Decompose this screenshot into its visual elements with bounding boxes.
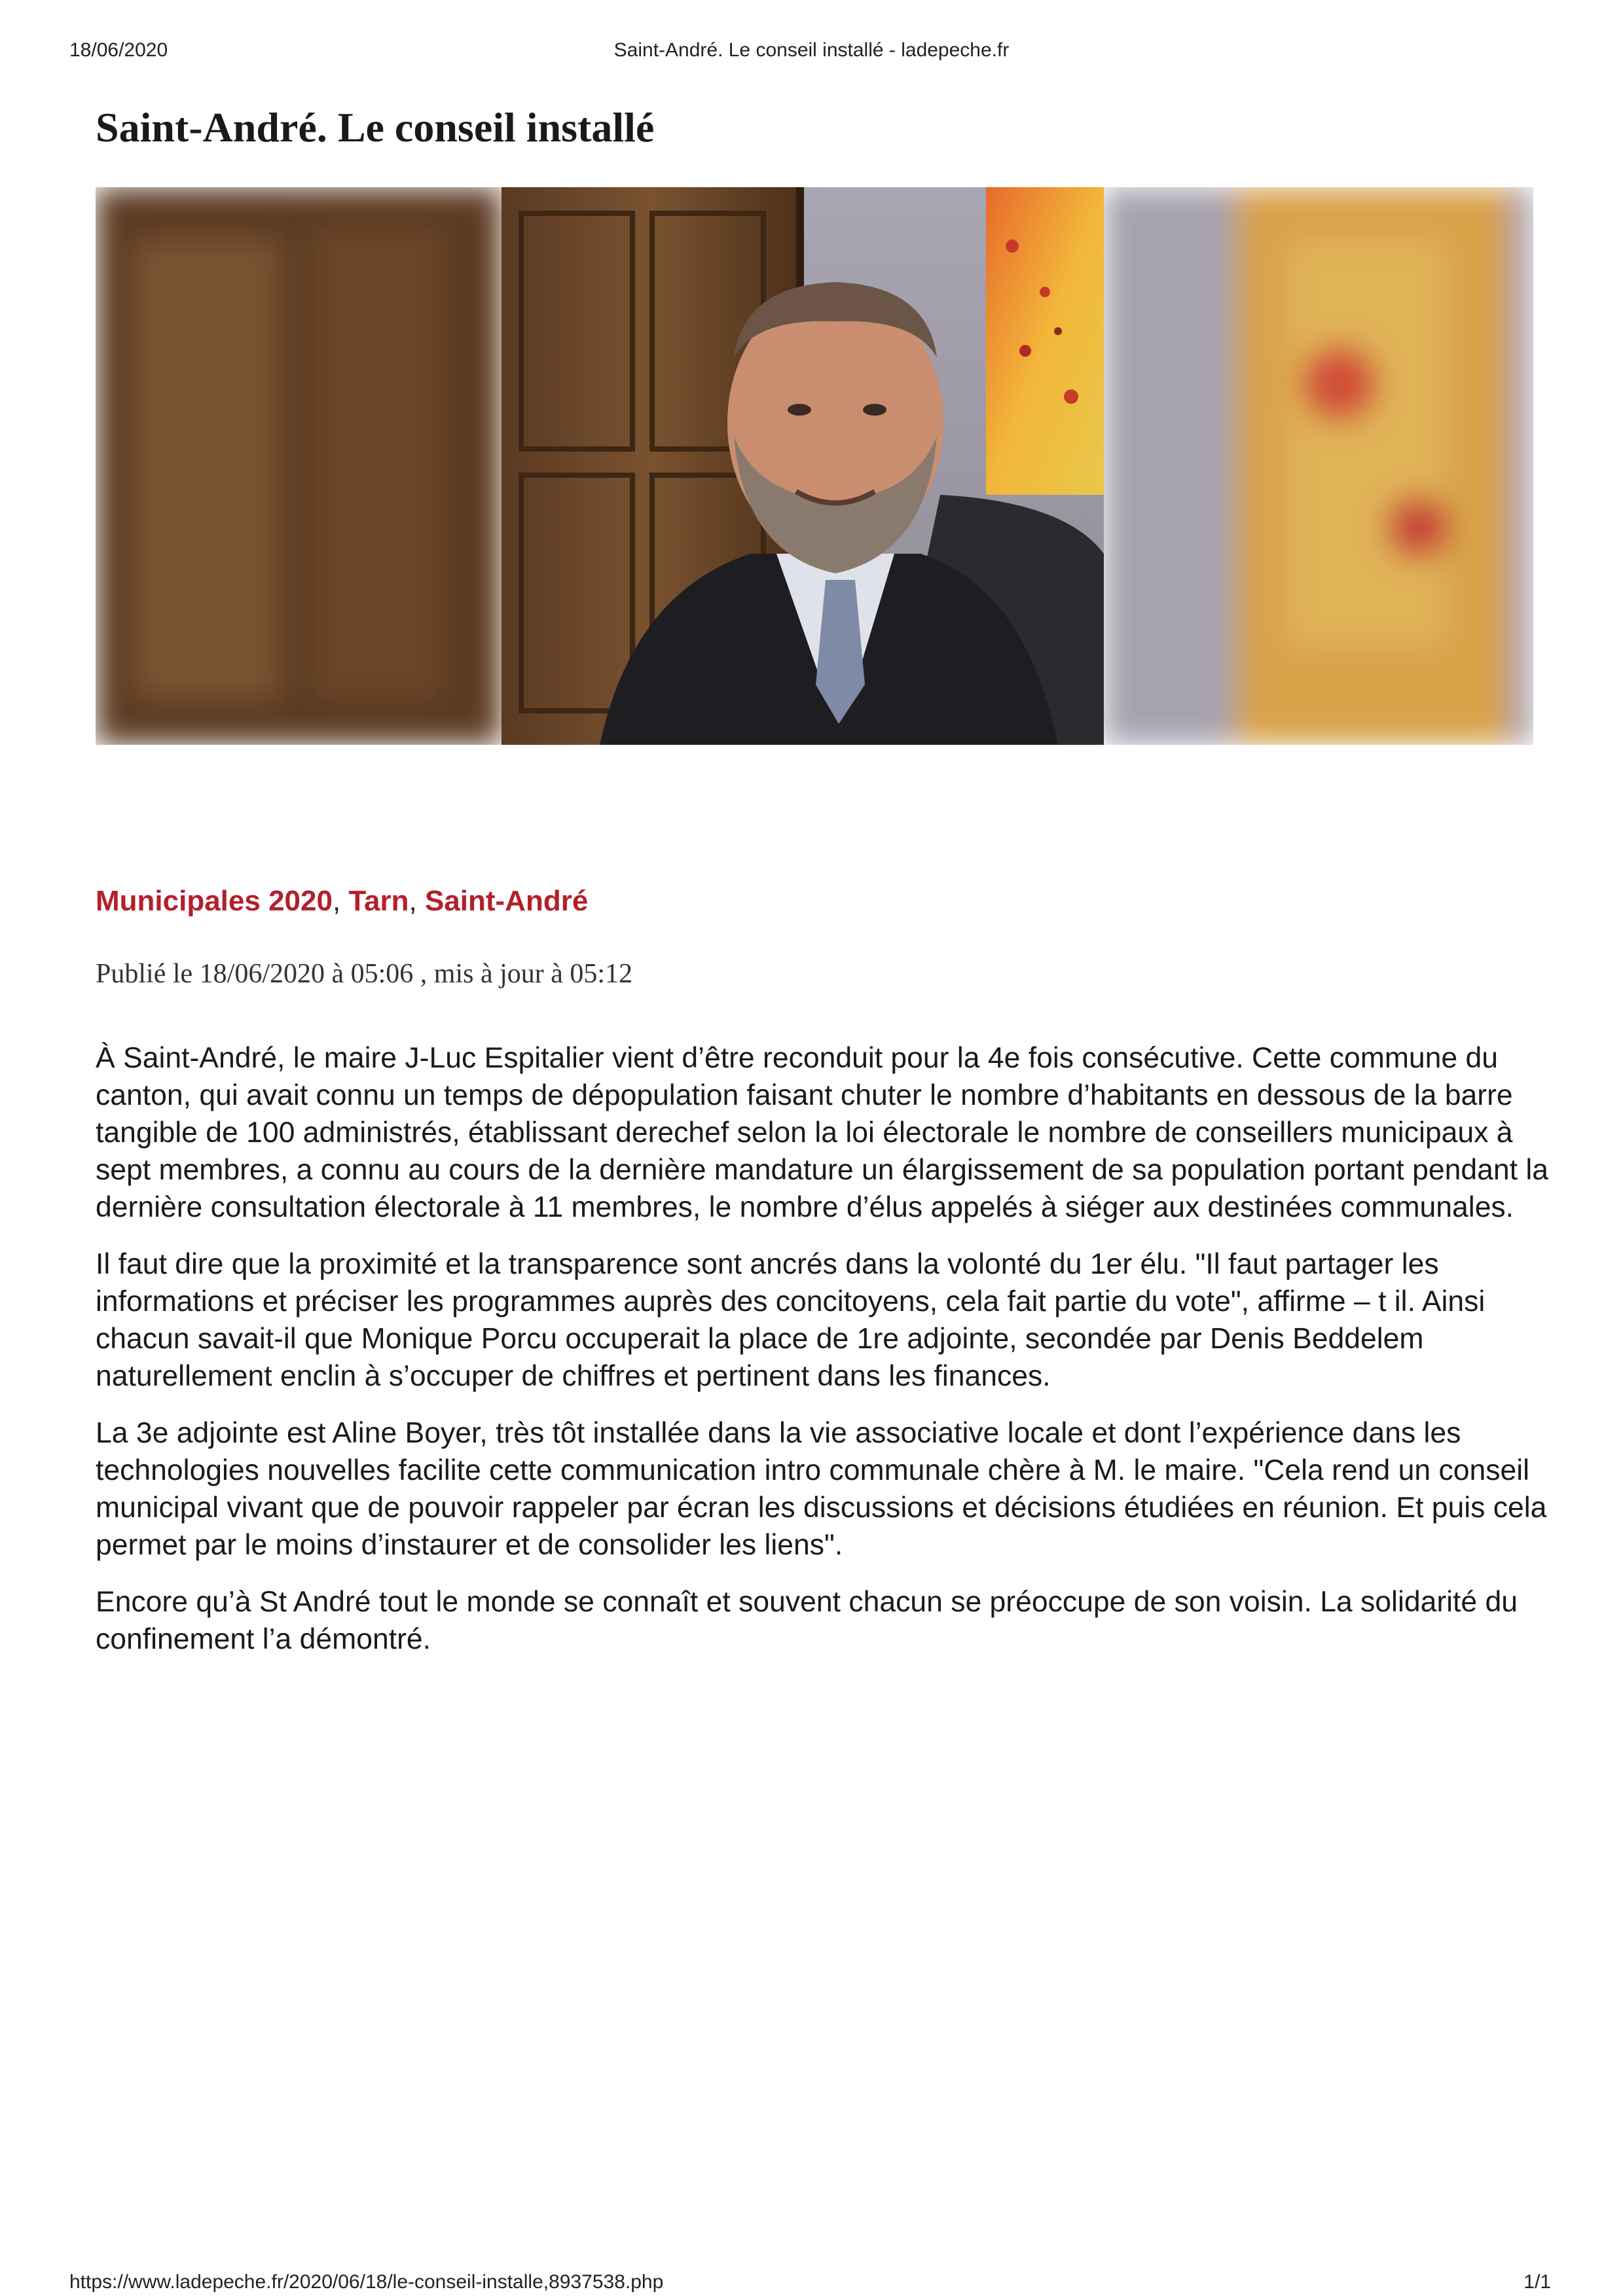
footer-url: https://www.ladepeche.fr/2020/06/18/le-conseil-installe,8937538.php <box>69 2271 664 2293</box>
article-paragraph: À Saint-André, le maire J-Luc Espitalier vient d’être reconduit pour la 4e fois consécutive. Cette commune du canton, qui avait connu un temps de dépopulation faisant chuter le nombre d’habitants en dessous de la barre tangible de 100 administrés, établissant derechef selon la loi électorale le nombre de conseillers municipaux à sept membres, a connu au cours de la dernière mandature un élargissement de sa population portant pendant la dernière consultation électorale à 11 membres, le nombre d’élus appelés à siéger aux destinées communales. <box>96 1042 1548 1223</box>
article-paragraph: Il faut dire que la proximité et la transparence sont ancrés dans la volonté du 1er élu. "Il faut partager les informations et préciser les programmes auprès des concitoyens, cela fait partie du vote", affirme – t il. Ainsi chacun savait-il que Monique Porcu occuperait la place de 1re adjointe, secondée par Denis Beddelem naturellement enclin à s’occuper de chiffres et pertinent dans les finances. <box>96 1248 1486 1392</box>
article-paragraph: La 3e adjointe est Aline Boyer, très tôt installée dans la vie associative locale et dont l’expérience dans les technologies nouvelles facilite cette communication intro communale chère à M. le maire. "Cela rend un conseil municipal vivant que de pouvoir rappeler par écran les discussions et décisions étudiées en réunion. Et puis cela permet par le moins d’instaurer et de consolider les liens". <box>96 1417 1547 1561</box>
page-number: 1/1 <box>1523 2271 1551 2293</box>
article-body <box>96 1039 1549 1677</box>
article-photo <box>96 187 1533 745</box>
tag-tarn[interactable]: Tarn <box>348 885 409 917</box>
tag-municipales-2020[interactable]: Municipales 2020 <box>96 885 333 917</box>
print-window-title: Saint-André. Le conseil installé - ladepeche.fr <box>613 39 1010 61</box>
tag-separator: , <box>332 885 349 917</box>
print-date: 18/06/2020 <box>69 39 168 61</box>
tag-saint-andre[interactable]: Saint-André <box>424 885 589 917</box>
article-paragraph: Encore qu’à St André tout le monde se connaît et souvent chacun se préoccupe de son voisin. La solidarité du confinement l’a démontré. <box>96 1586 1518 1655</box>
article-tags <box>96 885 588 918</box>
publication-date: Publié le 18/06/2020 à 05:06 , mis à jour à 05:12 <box>96 959 633 989</box>
article-title: Saint-André. Le conseil installé <box>96 104 655 151</box>
tag-separator: , <box>409 885 425 917</box>
